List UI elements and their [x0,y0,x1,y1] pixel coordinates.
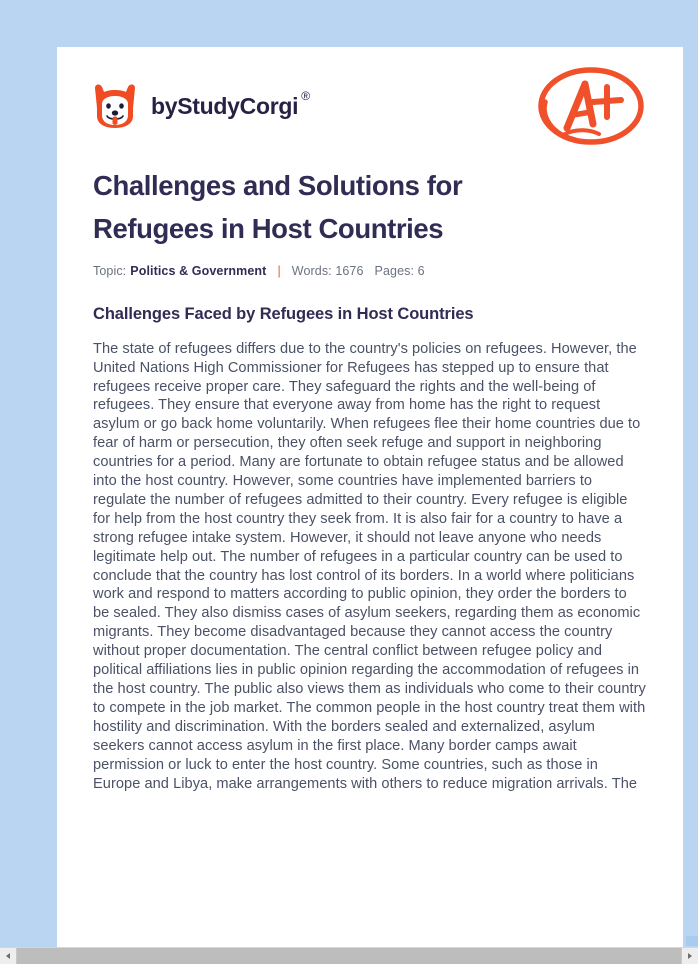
scrollbar-thumb[interactable] [17,948,681,964]
arrow-right-glyph [688,953,692,959]
section-heading: Challenges Faced by Refugees in Host Countries [93,305,474,324]
scroll-left-arrow-icon[interactable] [0,948,17,964]
scrollbar-track[interactable] [17,948,681,964]
document-sheet [57,47,683,950]
body-paragraph: The state of refugees differs due to the country's policies on refugees. However, the United Nations High Commissioner for Refugees has stepped up to ensure that refugees receive proper care. They safeguard the rights and the well-being of refugees. They ensure that everyone away from home has the right to request asylum or go back home voluntarily. When refugees flee their home countries due to fear of harm or persecution, they often seek refuge and support in neighboring countries for a period. Many are fortunate to obtain refugee status and be allowed into the host country. However, some countries have implemented barriers to regulate the number of refugees admitted to their country. Every refugee is eligible for help from the host country they seek from. It is also fair for a country to have a strong refugee intake system. However, it should not leave anyone who needs legitimate help out. The number of refugees in a particular country can be used to conclude that the country has lost control of its borders. In a world where politicians work and respond to matters according to public opinion, they order the borders to be sealed. They also dismiss cases of asylum seekers, regarding them as economic migrants. They become disadvantaged because they cannot access the country without proper documentation. The central conflict between refugee policy and political affiliations lies in public opinion regarding the accommodation of refugees in the host country. The public also views them as individuals who come to their country to compete in the job market. The common people in the host country treat them with hostility and discrimination. With the borders sealed and externalized, asylum seekers cannot access asylum in the first place. Many border camps await permission or luck to enter the host country. Some countries, such as those in Europe and Libya, make arrangements with others to reduce migration arrivals. The [93,340,646,792]
word-count: Words: 1676 [291,264,364,279]
page-count: Pages: 6 [374,264,425,279]
corgi-mascot-icon [93,82,137,130]
brand-prefix: by [151,92,178,119]
studycorgi-brand[interactable] [93,82,310,130]
page-title: Challenges and Solutions for Refugees in Host Countries [93,170,463,244]
meta-divider: | [277,264,281,279]
topic-value[interactable]: Politics & Government [130,264,267,279]
horizontal-scrollbar[interactable] [0,947,698,964]
brand-wordmark [151,88,310,120]
brand-name: StudyCorgi [177,92,299,119]
arrow-left-glyph [6,953,10,959]
document-meta [57,250,683,278]
document-header [57,47,683,165]
registered-trademark-icon: ® [301,88,310,103]
vertical-scrollbar-corner [686,936,698,946]
scroll-right-arrow-icon[interactable] [681,948,698,964]
topic-label: Topic: [93,264,127,279]
a-plus-grade-icon [535,62,647,150]
